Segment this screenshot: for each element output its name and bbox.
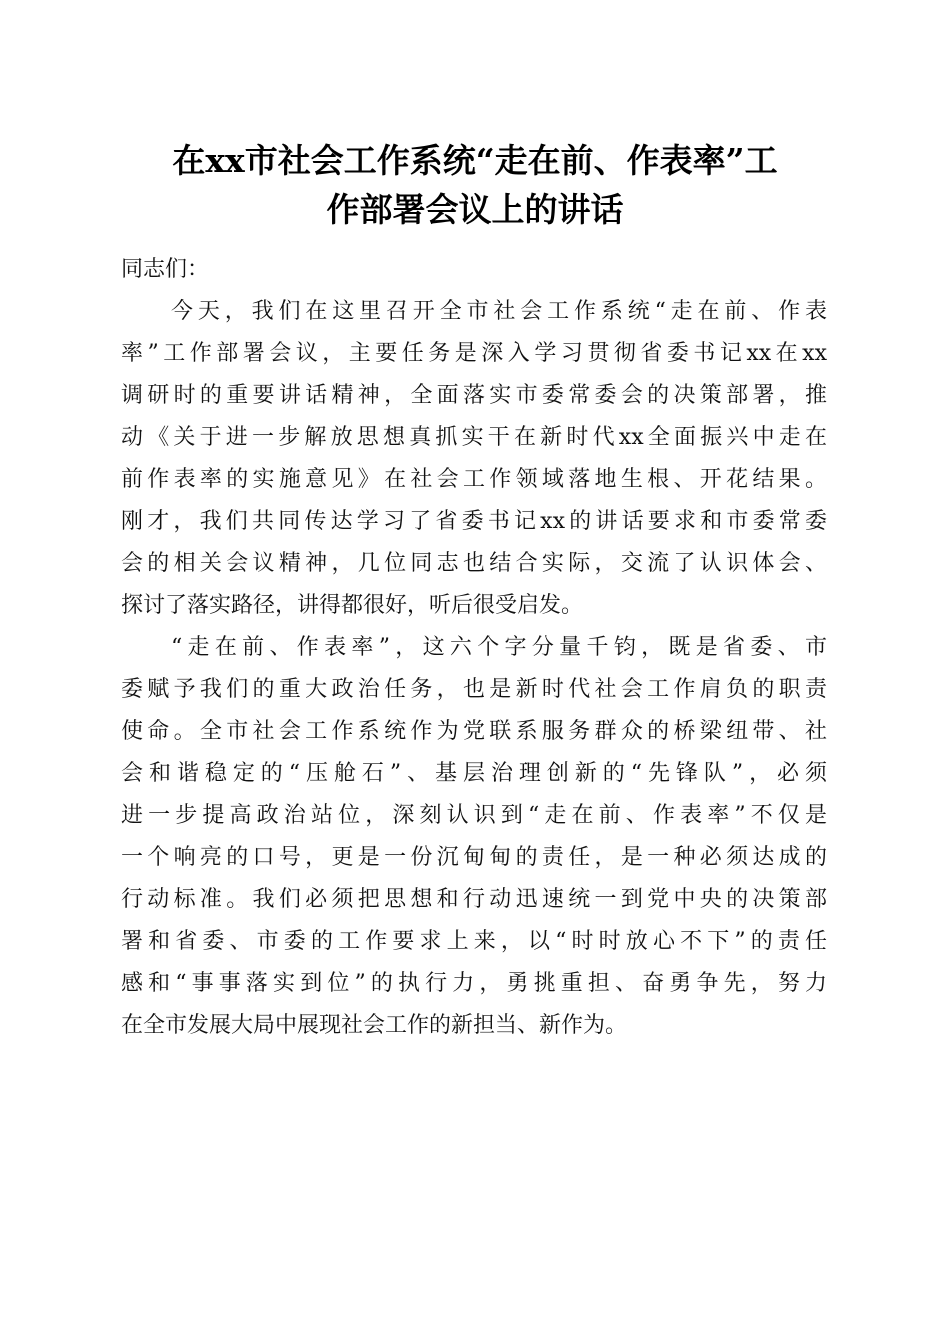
paragraph-1	[121, 291, 827, 627]
paragraph-line: 一个响亮的口号，更是一份沉甸甸的责任，是一种必须达成的	[121, 845, 827, 870]
paragraph-line: 探讨了落实路径，讲得都很好，听后很受启发。	[121, 593, 584, 618]
paragraph-line: 今天，我们在这里召开全市社会工作系统“走在前、作表	[171, 299, 827, 324]
document-title	[100, 136, 850, 234]
paragraph-2	[121, 627, 827, 1047]
paragraph-line: 使命。全市社会工作系统作为党联系服务群众的桥梁纽带、社	[121, 719, 827, 744]
document-body	[121, 249, 827, 1047]
paragraph-line: 署和省委、市委的工作要求上来，以“时时放心不下”的责任	[121, 929, 827, 954]
paragraph-line: 会的相关会议精神，几位同志也结合实际，交流了认识体会、	[121, 551, 827, 576]
paragraph-line: 刚才，我们共同传达学习了省委书记xx的讲话要求和市委常委	[121, 509, 827, 534]
paragraph-line: “走在前、作表率”，这六个字分量千钧，既是省委、市	[171, 635, 827, 660]
paragraph-line: 动《关于进一步解放思想真抓实干在新时代xx全面振兴中走在	[121, 425, 827, 450]
paragraph-line: 在全市发展大局中展现社会工作的新担当、新作为。	[121, 1013, 628, 1038]
paragraph-line: 行动标准。我们必须把思想和行动迅速统一到党中央的决策部	[121, 887, 827, 912]
paragraph-line: 感和“事事落实到位”的执行力，勇挑重担、奋勇争先，努力	[121, 971, 827, 996]
salutation: 同志们：	[121, 257, 210, 282]
title-line-1: 在xx市社会工作系统“走在前、作表率”工	[172, 141, 778, 180]
title-line-2: 作部署会议上的讲话	[326, 190, 624, 229]
paragraph-line: 会和谐稳定的“压舱石”、基层治理创新的“先锋队”，必须	[121, 761, 827, 786]
paragraph-line: 调研时的重要讲话精神，全面落实市委常委会的决策部署，推	[121, 383, 827, 408]
paragraph-line: 率”工作部署会议，主要任务是深入学习贯彻省委书记xx在xx	[121, 341, 827, 366]
paragraph-line: 委赋予我们的重大政治任务，也是新时代社会工作肩负的职责	[121, 677, 827, 702]
paragraph-line: 进一步提高政治站位，深刻认识到“走在前、作表率”不仅是	[121, 803, 827, 828]
paragraph-line: 前作表率的实施意见》在社会工作领域落地生根、开花结果。	[121, 467, 827, 492]
